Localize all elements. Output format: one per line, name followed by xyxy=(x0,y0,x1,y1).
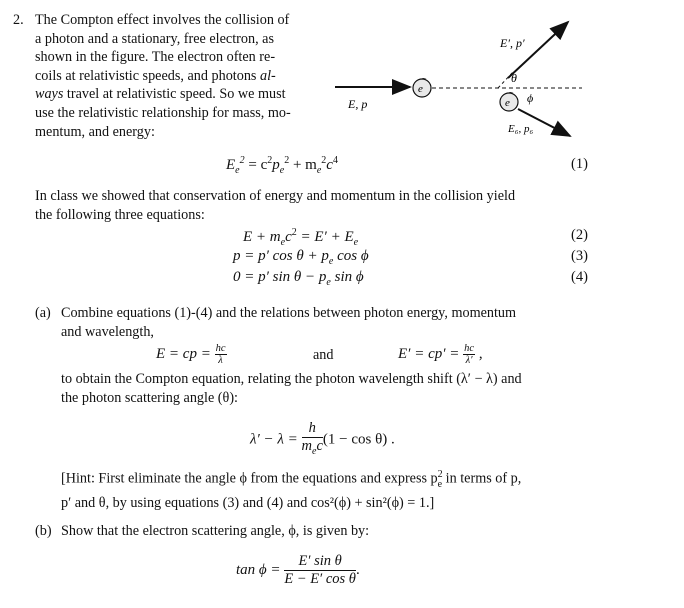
svg-text:−: − xyxy=(509,88,514,97)
class-paragraph: In class we showed that conservation of energy and momentum in the collision yield the following three equations: xyxy=(35,188,516,223)
part-b-label: (b) xyxy=(35,523,52,539)
equation-1: $E_e^2 = c^2p_e^2 + m_e^2c^4$ xyxy=(226,155,338,176)
intro-line: mentum, and energy: xyxy=(35,123,155,140)
photon-energy-relation: E = cp = $\frac{hc}{\lambda}$ xyxy=(156,343,226,366)
svg-text:e: e xyxy=(505,97,510,109)
equation-2: $E + m_ec^2 = E' + E_e$ xyxy=(243,227,359,248)
svg-text:−: − xyxy=(422,74,427,83)
compton-equation: λ′ − λ = $\frac{h}{m_ec}$ (1 − cos θ) . xyxy=(250,420,395,457)
incident-label: E, p xyxy=(348,97,368,111)
part-a-text: Combine equations (1)-(4) and the relations between photon energy, momentum and wavelength, xyxy=(61,305,517,340)
part-a-text-2: to obtain the Compton equation, relating the photon wavelength shift (λ′ − λ) and the photon scattering angle (θ): xyxy=(61,371,522,406)
problem-number: 2. xyxy=(13,12,24,28)
intro-line: ways travel at relativistic speed. So we must xyxy=(35,86,286,103)
compton-figure xyxy=(330,10,630,150)
electron-label: E₆, p₆ xyxy=(508,123,534,135)
equation-1-number: (1) xyxy=(571,156,588,172)
equation-3-number: (3) xyxy=(571,248,588,264)
equation-3: p = p′ $\cos \theta + p_e$ cos ϕ xyxy=(233,248,369,267)
hint-text: [Hint: First eliminate the angle ϕ from the equations and express $p^2_e$ in terms of p, p′ and θ, by using equations (3) and (4) and cos²(ϕ) + sin²(ϕ) = 1.] xyxy=(61,469,522,512)
phi-label: ϕ xyxy=(527,91,534,105)
intro-line: use the relativistic relationship for mass, mo- xyxy=(35,104,291,121)
scattered-label: E′, p′ xyxy=(500,36,525,50)
intro-line: a photon and a stationary, free electron, as xyxy=(35,30,274,47)
equation-4-number: (4) xyxy=(571,269,588,285)
intro-paragraph xyxy=(35,11,335,141)
intro-line: coils at relativistic speeds, and photons al- xyxy=(35,67,276,84)
photon-energy-relation-prime: E′ = cp′ = $\frac{hc}{\lambda'}$ , xyxy=(398,343,483,366)
and-word: and xyxy=(313,347,334,363)
equation-4: 0 = p′ $\sin \theta - p_e$ sin ϕ xyxy=(233,269,364,288)
theta-label: θ xyxy=(511,71,517,85)
tan-phi-equation: tan ϕ = $\frac{\text{E′ sin θ}}{\text{E − E′ cos θ}}$ . xyxy=(236,553,360,587)
intro-line: shown in the figure. The electron often re- xyxy=(35,49,276,66)
part-b-text: Show that the electron scattering angle, ϕ, is given by: xyxy=(61,523,370,539)
intro-line: The Compton effect involves the collision of xyxy=(35,12,290,28)
part-a-label: (a) xyxy=(35,305,51,321)
scattered-photon-arrow xyxy=(508,22,568,78)
electron-symbol: e xyxy=(418,83,423,95)
equation-2-number: (2) xyxy=(571,227,588,243)
